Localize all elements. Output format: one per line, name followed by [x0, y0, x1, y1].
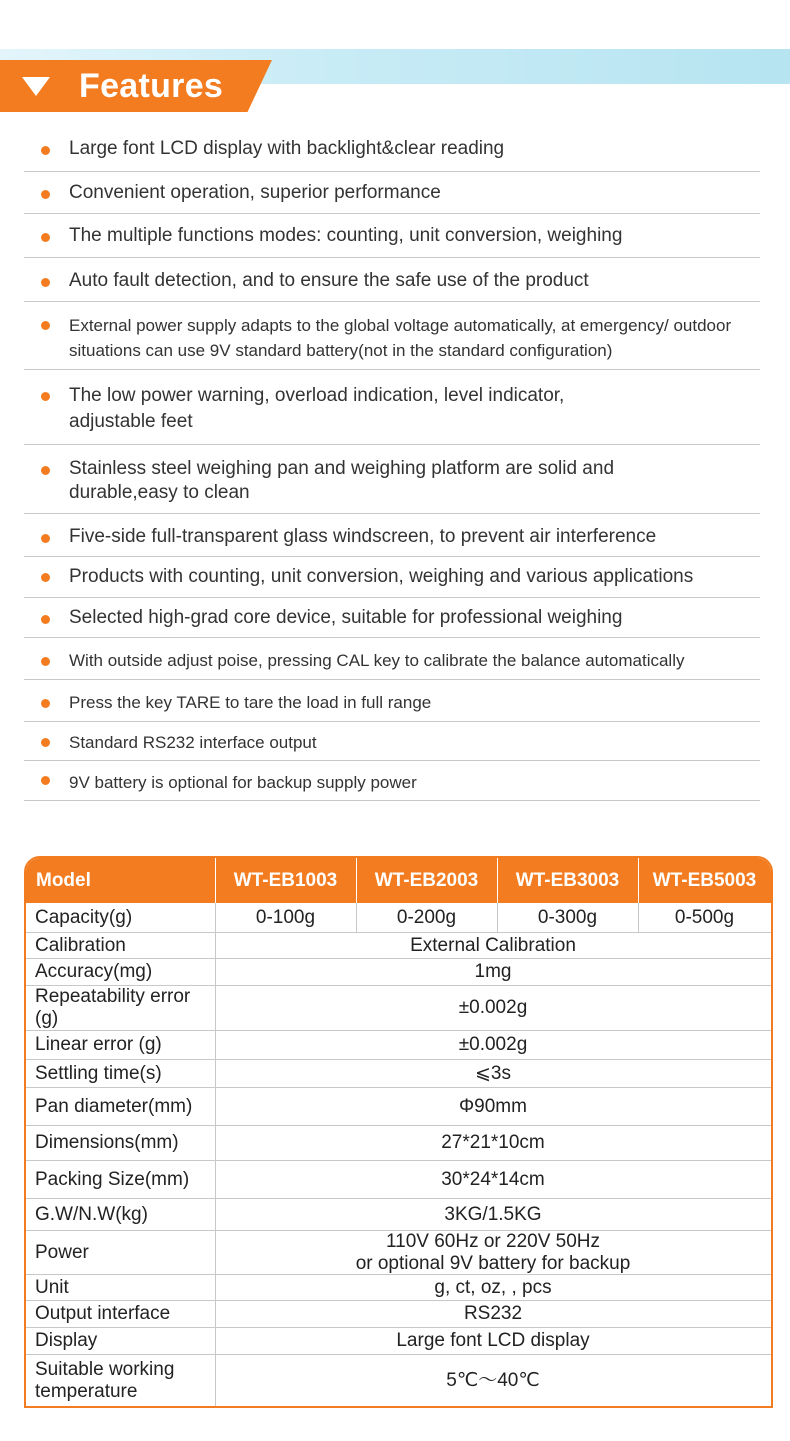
header-divider: [638, 858, 639, 903]
cell-divider: [215, 1161, 216, 1198]
list-item: Convenient operation, superior performance: [24, 172, 760, 214]
bullet-icon: [41, 190, 50, 199]
triangle-down-icon: [22, 77, 50, 96]
row-label: Dimensions(mm): [35, 1132, 179, 1153]
row-label: Packing Size(mm): [35, 1168, 190, 1190]
row-value: 1mg: [474, 961, 512, 982]
row-value: RS232: [463, 1303, 523, 1324]
list-item: Press the key TARE to tare the load in full range: [24, 680, 760, 722]
row-value: 3KG/1.5KG: [444, 1203, 542, 1225]
row-label: Calibration: [35, 934, 126, 956]
table-row: [26, 1161, 771, 1199]
section-title: Features: [79, 67, 224, 105]
cell-divider: [215, 1231, 216, 1274]
bullet-icon: [41, 615, 50, 624]
bullet-icon: [41, 534, 50, 543]
row-label: Output interface: [35, 1303, 171, 1324]
row-value: ⩽3s: [475, 1062, 511, 1084]
row-value: 0-500g: [674, 906, 735, 928]
row-label: Capacity(g): [35, 906, 133, 928]
list-item: Stainless steel weighing pan and weighing platform are solid and durable,easy to clean: [24, 445, 760, 514]
row-value: g, ct, oz, , pcs: [434, 1276, 552, 1298]
row-label: Display: [35, 1330, 98, 1351]
cell-divider: [215, 1060, 216, 1087]
list-item: Standard RS232 interface output: [24, 722, 760, 761]
list-item: The low power warning, overload indication, level indicator, adjustable feet: [24, 370, 760, 445]
row-label: Repeatability error (g): [35, 986, 191, 1029]
table-row: [26, 1275, 771, 1301]
table-row: [26, 903, 771, 933]
row-value: 0-100g: [255, 906, 316, 928]
bullet-icon: [41, 657, 50, 666]
header-divider: [497, 858, 498, 903]
table-row: [26, 1199, 771, 1231]
table-row: [26, 1031, 771, 1060]
cell-divider: [215, 959, 216, 985]
row-value: 0-300g: [537, 906, 598, 928]
cell-divider: [215, 1126, 216, 1160]
row-label: Suitable working temperature: [35, 1358, 175, 1402]
power-value-line-2: or optional 9V battery for backup: [355, 1252, 631, 1274]
row-label: Accuracy(mg): [35, 961, 153, 982]
cell-divider: [215, 903, 216, 932]
table-row: [26, 1231, 771, 1275]
list-item: Auto fault detection, and to ensure the safe use of the product: [24, 258, 760, 302]
list-item: Selected high-grad core device, suitable for professional weighing: [24, 598, 760, 638]
list-item: Five-side full-transparent glass windscreen, to prevent air interference: [24, 514, 760, 557]
cell-divider: [215, 1031, 216, 1059]
cell-divider: [215, 1275, 216, 1300]
row-label: Power: [35, 1241, 89, 1263]
bullet-icon: [41, 776, 50, 785]
row-value: External Calibration: [410, 934, 576, 956]
bullet-icon: [41, 278, 50, 287]
bullet-icon: [41, 573, 50, 582]
row-label: Pan diameter(mm): [35, 1095, 193, 1117]
header-model-3: WT-EB3003: [515, 870, 620, 891]
spec-table-header: [26, 858, 771, 903]
table-row: [26, 1126, 771, 1161]
bullet-icon: [41, 321, 50, 330]
bullet-icon: [41, 466, 50, 475]
cell-divider: [215, 933, 216, 958]
bullet-icon: [41, 392, 50, 401]
list-item: Products with counting, unit conversion, weighing and various applications: [24, 557, 760, 598]
table-row: [26, 1328, 771, 1355]
list-item: Large font LCD display with backlight&clear reading: [24, 128, 760, 172]
header-model-1: WT-EB1003: [233, 870, 338, 891]
bullet-icon: [41, 699, 50, 708]
row-value: 5℃～40℃: [446, 1369, 540, 1391]
table-row: [26, 1355, 771, 1406]
row-value: [215, 1231, 771, 1274]
cell-divider: [215, 1328, 216, 1354]
row-value: ±0.002g: [458, 1034, 528, 1055]
list-item: The multiple functions modes: counting, unit conversion, weighing: [24, 214, 760, 258]
bullet-icon: [41, 233, 50, 242]
row-label: Settling time(s): [35, 1062, 162, 1084]
cell-divider: [215, 1088, 216, 1125]
cell-divider: [638, 903, 639, 932]
cell-divider: [215, 1355, 216, 1406]
row-value: 30*24*14cm: [441, 1168, 545, 1190]
header-model-4: WT-EB5003: [652, 870, 757, 891]
bullet-icon: [41, 738, 50, 747]
cell-divider: [356, 903, 357, 932]
list-item: With outside adjust poise, pressing CAL key to calibrate the balance automatically: [24, 638, 760, 680]
table-row: [26, 959, 771, 986]
table-row: [26, 1060, 771, 1088]
row-label: G.W/N.W(kg): [35, 1203, 148, 1225]
table-row: [26, 1301, 771, 1328]
row-label: Linear error (g): [35, 1034, 162, 1055]
bullet-icon: [41, 146, 50, 155]
row-value: Φ90mm: [459, 1095, 527, 1117]
table-row: [26, 1088, 771, 1126]
header-model-2: WT-EB2003: [374, 870, 479, 891]
row-label: Unit: [35, 1276, 69, 1298]
cell-divider: [215, 1199, 216, 1230]
table-row: [26, 986, 771, 1031]
cell-divider: [215, 986, 216, 1030]
row-value: Large font LCD display: [396, 1330, 590, 1351]
header-divider: [356, 858, 357, 903]
list-item: 9V battery is optional for backup supply power: [24, 761, 760, 801]
power-value-line-1: 110V 60Hz or 220V 50Hz: [385, 1230, 601, 1252]
header-divider: [215, 858, 216, 903]
cell-divider: [497, 903, 498, 932]
list-item: External power supply adapts to the global voltage automatically, at emergency/ outdoor situations can use 9V standard battery(not in the standard configuration): [24, 302, 760, 370]
table-row: [26, 933, 771, 959]
spec-table: [24, 856, 773, 1408]
cell-divider: [215, 1301, 216, 1327]
header-model: Model: [36, 870, 91, 891]
row-value: 27*21*10cm: [441, 1132, 545, 1153]
row-value: 0-200g: [396, 906, 457, 928]
row-value: ±0.002g: [458, 997, 528, 1018]
